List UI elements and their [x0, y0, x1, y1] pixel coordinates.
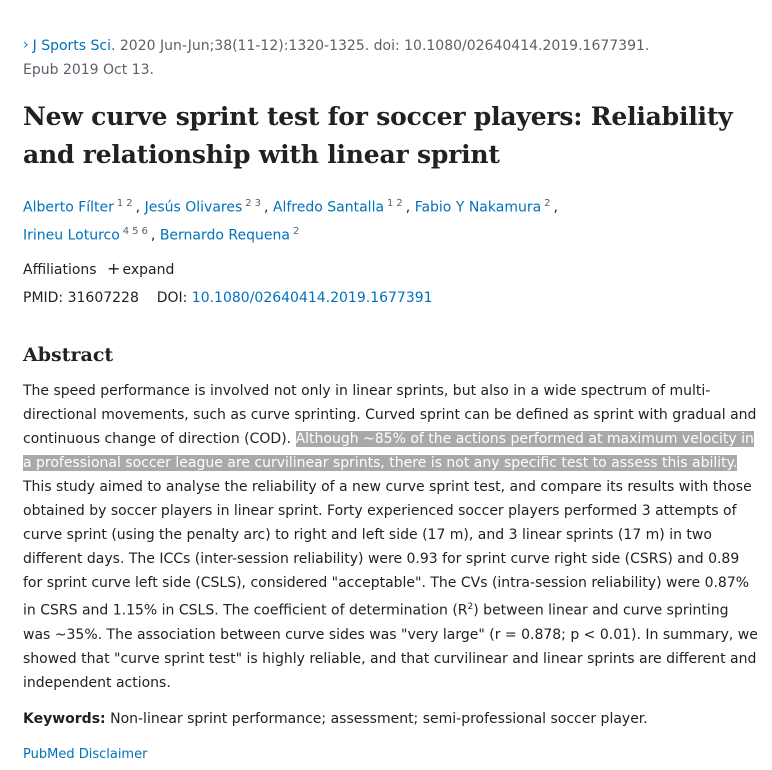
chevron-right-icon[interactable]: ›	[23, 37, 29, 53]
abstract-part-2: This study aimed to analyse the reliability of a new curve sprint test, and compare its results with those obtained by soccer players in linear sprint. Forty experienced soccer players performed 3 attempts of curve sprint (using the penalty arc) to right and left side (17 m), and 3 linear sprints (17 m) in two different days. The ICCs (inter-session reliability) were 0.93 for sprint curve right side (CSRS) and 0.89 for sprint curve left side (CSLS), considered "acceptable". The CVs (intra-session reliability) were 0.87% in CSRS and 1.15% in CSLS. The coefficient of determination (R	[23, 479, 752, 619]
superscript: 2	[467, 602, 474, 613]
author-link[interactable]: Bernardo Requena	[159, 227, 290, 244]
journal-link[interactable]: J Sports Sci.	[32, 38, 116, 54]
pmid-label: PMID:	[23, 290, 64, 307]
article-container	[23, 0, 758, 767]
author-affiliations: 4 5 6	[122, 225, 148, 237]
author-affiliations: 1 2	[116, 198, 133, 209]
author-link[interactable]: Irineu Loturco	[23, 227, 120, 244]
affiliations-toggle[interactable]	[23, 257, 758, 282]
author-link[interactable]: Jesús Olivares	[144, 199, 243, 216]
author-affiliations: 2 3	[245, 198, 261, 209]
disclaimer-link[interactable]: PubMed Disclaimer	[23, 746, 148, 762]
citation	[23, 34, 758, 82]
identifiers	[23, 286, 758, 310]
abstract-text	[23, 379, 758, 695]
highlighted-text: Although ~85% of the actions performed at maximum velocity in a professional soccer league are curvilinear sprints, there is not any specific test to assess this ability.	[23, 431, 754, 472]
citation-details: 2020 Jun-Jun;38(11-12):1320-1325. doi: 10.1080/02640414.2019.1677391.	[115, 38, 650, 54]
article-title: New curve sprint test for soccer players: Reliability and relationship with linear sprint	[23, 102, 733, 169]
pmid-value: 31607228	[67, 290, 139, 307]
authors-list: Alberto Fílter $^{1 2}$ , Jesús Olivares $^{2 3}$ , Alfredo Santalla $^{1 2}$ , Fabio Y Nakamura $^2$ , Irineu Loturco $^{4 5 6}$ , Bernardo Requena $^2$	[23, 198, 558, 244]
disclaimer	[23, 743, 758, 767]
author-affiliations: 2	[544, 198, 551, 209]
abstract-part-3: ) between linear and curve sprinting was ~35%. The association between curve sides was "very large" (r = 0.878; p < 0.01). In summary, we showed that "curve sprint test" is highly reliable, and that curvilinear and linear sprints are different and independent actions.	[23, 602, 758, 691]
plus-icon: +	[107, 259, 121, 279]
keywords-text: Non-linear sprint performance; assessment; semi-professional soccer player.	[105, 710, 648, 727]
author-affiliations: 2	[292, 225, 300, 237]
abstract-part-1: The speed performance is involved not only in linear sprints, but also in a wide spectrum of multi-directional movements, such as curve sprinting. Curved sprint can be defined as sprint with gradual and continuous change of direction (COD).	[23, 383, 757, 448]
affiliations-label: Affiliations	[23, 262, 97, 279]
doi-label: DOI:	[156, 290, 188, 307]
abstract-heading: Abstract	[23, 344, 114, 367]
author-affiliations: 1 2	[387, 198, 403, 209]
author-link[interactable]: Alberto Fílter	[23, 199, 114, 216]
author-link[interactable]: Fabio Y Nakamura	[414, 199, 542, 216]
author-link[interactable]: Alfredo Santalla	[272, 199, 385, 216]
keywords	[23, 707, 758, 731]
citation-epub: Epub 2019 Oct 13.	[23, 62, 154, 78]
expand-label[interactable]: expand	[122, 262, 175, 279]
doi-link[interactable]: 10.1080/02640414.2019.1677391	[191, 290, 433, 307]
keywords-label: Keywords:	[23, 710, 106, 727]
